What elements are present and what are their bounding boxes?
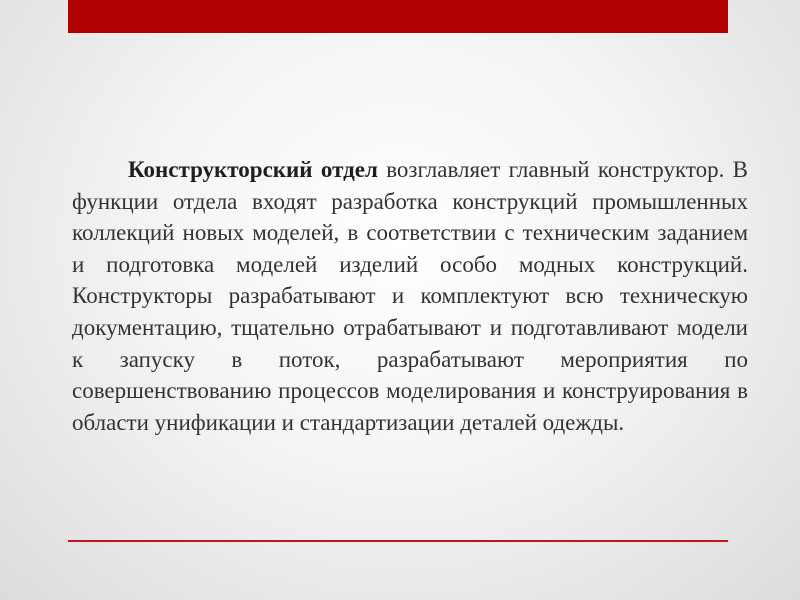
slide-paragraph — [72, 154, 748, 438]
footer-divider — [68, 540, 728, 542]
lead-term: Конструкторский отдел — [128, 157, 378, 182]
paragraph-body: возглавляет главный конструктор. В функции отдела входят разработка конструкций промышленных коллекций новых моделей, в соответствии с техническим заданием и подготовка моделей изделий особо модных конструкций. Конструкторы разрабатывают и комплектуют всю техническую документацию, тщательно отрабатывают и подготавливают модели к запуску в поток, разрабатывают мероприятия по совершенствованию процессов моделирования и конструирования в области унификации и стандартизации деталей одежды. — [72, 157, 749, 435]
header-accent-bar — [68, 0, 728, 33]
